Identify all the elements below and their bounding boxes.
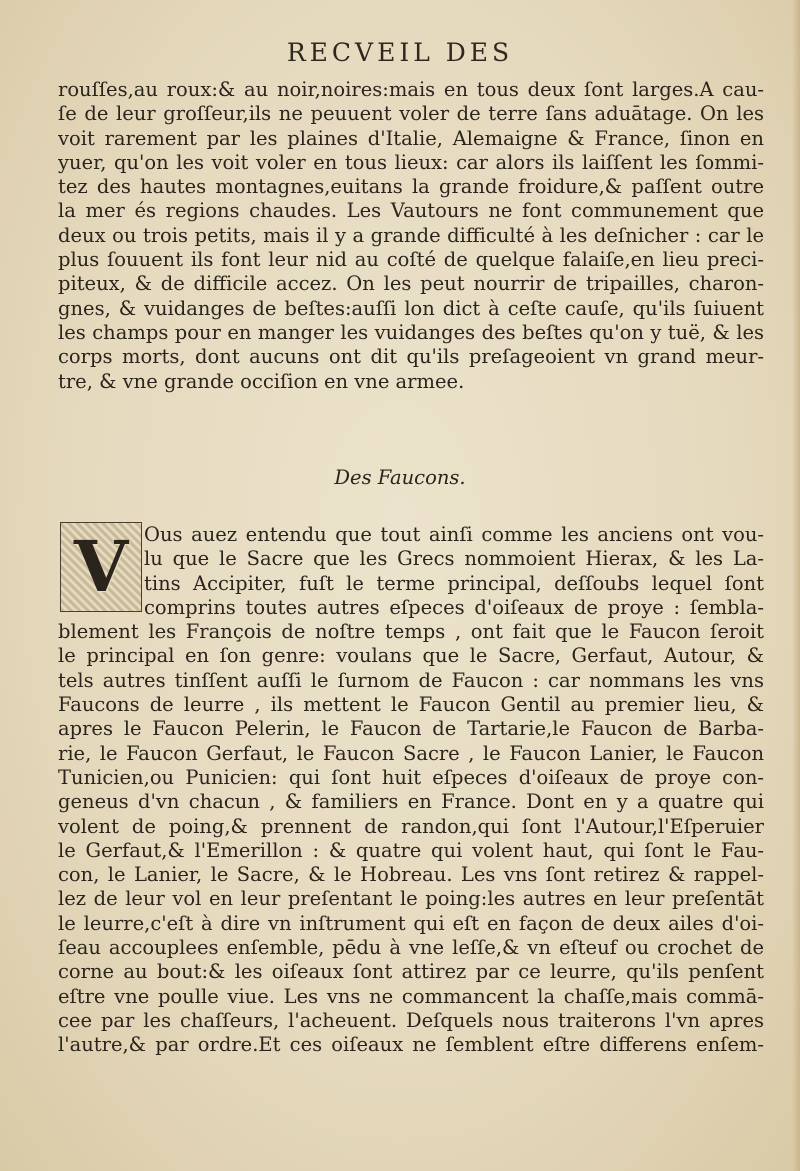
text-line: lez de leur vol en leur preſentant le poing:les autres en leur preſentāt <box>58 887 764 911</box>
text-line: voit rarement par les plaines d'Italie, Alemaigne & France, ſinon en <box>58 126 764 150</box>
text-line: l'autre,& par ordre.Et ces oiſeaux ne ſemblent eſtre differens enſem- <box>58 1033 764 1057</box>
page-edge-shadow <box>792 0 800 1171</box>
text-line: le leurre,c'eſt à dire vn inſtrument qui eſt en façon de deux ailes d'oi- <box>58 911 764 935</box>
text-line: apres le Faucon Pelerin, le Faucon de Tartarie,le Faucon de Barba- <box>58 717 764 741</box>
text-line: le principal en ſon genre: voulans que le Sacre, Gerfaut, Autour, & <box>58 644 764 668</box>
text-line: Tunicien,ou Punicien: qui ſont huit eſpeces d'oiſeaux de proye con- <box>58 765 764 789</box>
text-line: tre, & vne grande occiſion en vne armee. <box>58 369 465 393</box>
text-line: tez des hautes montagnes,euitans la grande froidure,& paſſent outre <box>58 175 764 199</box>
running-head: RECVEIL DES <box>286 38 514 67</box>
text-line: volent de poing,& prennent de randon,qui ſont l'Autour,l'Eſperuier <box>58 814 764 838</box>
text-line: comprins toutes autres eſpeces d'oiſeaux de proye : ſembla- <box>144 595 764 619</box>
text-line: rouſſes,au roux:& au noir,noires:mais en tous deux ſont larges.A cau- <box>58 78 764 101</box>
text-line: con, le Lanier, le Sacre, & le Hobreau. Les vns ſont retirez & rappel- <box>58 863 764 887</box>
text-line: eſtre vne poulle viue. Les vns ne commancent la chaſſe,mais commā- <box>58 984 764 1008</box>
text-line: rie, le Faucon Gerfaut, le Faucon Sacre , le Faucon Lanier, le Faucon <box>58 741 764 765</box>
drop-cap-letter: V <box>73 525 129 608</box>
paragraph-vautours <box>58 78 764 394</box>
text-line: plus ſouuent ils font leur nid au coſté de quelque falaiſe,en lieu preci- <box>58 248 764 272</box>
text-line: yuer, qu'on les voit voler en tous lieux: car alors ils laiſſent les ſommi- <box>58 150 764 174</box>
section-title: Des Faucons. <box>334 466 466 489</box>
text-line: gnes, & vuidanges de beſtes:auſſi lon dict à ceſte cauſe, qu'ils ſuiuent <box>58 296 764 320</box>
text-line: corne au bout:& les oiſeaux ſont attirez par ce leurre, qu'ils penſent <box>58 960 764 984</box>
text-line: les champs pour en manger les vuidanges des beſtes qu'on y tuë, & les <box>58 320 764 344</box>
text-line: ſe de leur groſſeur,ils ne peuuent voler de terre ſans aduātage. On les <box>58 102 764 126</box>
text-line: deux ou trois petits, mais il y a grande difficulté à les deſnicher : car le <box>58 223 764 247</box>
text-line: Faucons de leurre , ils mettent le Faucon Gentil au premier lieu, & <box>58 693 764 717</box>
text-line: lu que le Sacre que les Grecs nommoient Hierax, & les La- <box>144 547 764 571</box>
text-line: Ous auez entendu que tout ainſi comme les anciens ont vou- <box>144 523 764 546</box>
text-line: ſeau accouplees enſemble, pēdu à vne leſſe,& vn eſteuf ou crochet de <box>58 936 764 960</box>
text-line: corps morts, dont aucuns ont dit qu'ils preſageoient vn grand meur- <box>58 345 764 369</box>
text-line: geneus d'vn chacun , & familiers en France. Dont en y a quatre qui <box>58 790 764 814</box>
text-line: tins Accipiter, fuſt le terme principal, deſſoubs lequel ſont <box>144 571 764 595</box>
text-line: le Gerfaut,& l'Emerillon : & quatre qui volent haut, qui ſont le Fau- <box>58 838 764 862</box>
text-line: piteux, & de difficile accez. On les peut nourrir de tripailles, charon- <box>58 272 764 296</box>
text-line: tels autres tinſſent auſſi le ſurnom de Faucon : car nommans les vns <box>58 668 764 692</box>
text-line: blement les François de noſtre temps , ont fait que le Faucon ſeroit <box>58 620 764 644</box>
text-line: la mer és regions chaudes. Les Vautours ne font communement que <box>58 199 764 223</box>
text-line: cee par les chaſſeurs, l'acheuent. Deſquels nous traiterons l'vn apres <box>58 1008 764 1032</box>
paragraph-faucons <box>58 523 764 1058</box>
